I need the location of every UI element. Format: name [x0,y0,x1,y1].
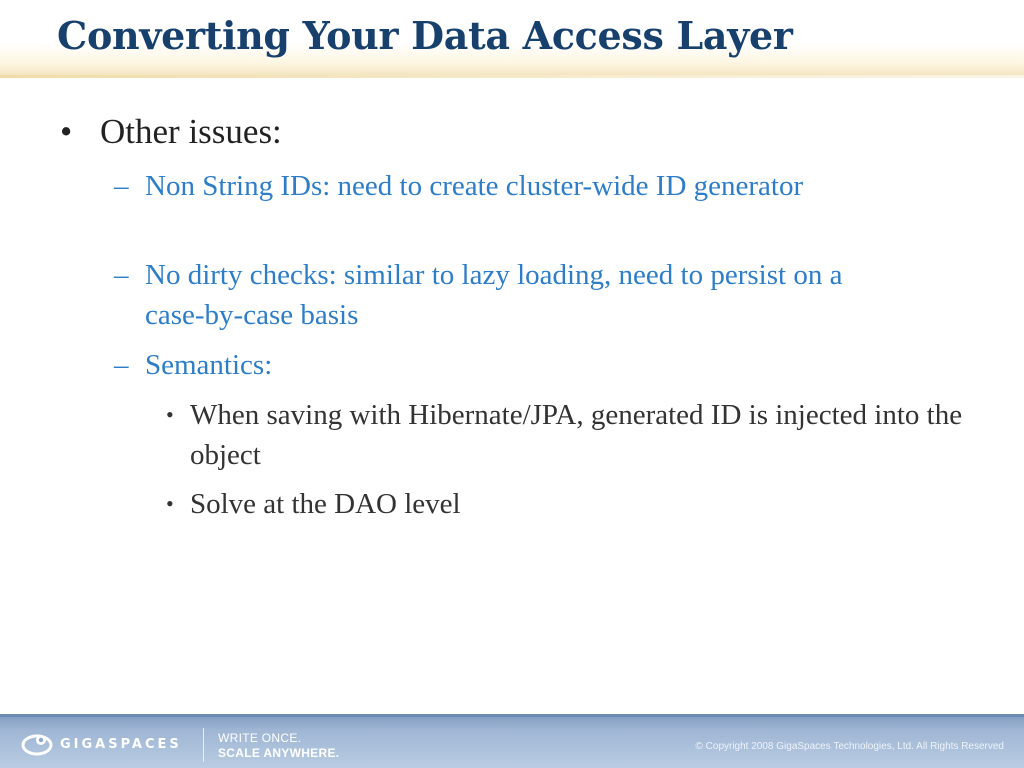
bullet-marker: • [166,402,174,427]
dash-marker: – [114,259,129,291]
sub-sub-bullet-hibernate [166,395,966,475]
bullet-text: Other issues: [100,112,282,151]
tagline-line-1: WRITE ONCE. [218,731,302,745]
footer-band [0,714,1024,768]
gigaspaces-logo-icon [20,731,54,757]
footer-divider [203,728,204,762]
copyright-notice: © Copyright 2008 GigaSpaces Technologies, Ltd. All Rights Reserved [695,741,1004,752]
slide-title: Converting Your Data Access Layer [57,13,793,58]
sub-bullet-no-dirty-checks [114,255,894,335]
sub-bullet-text: Non String IDs: need to create cluster-wide ID generator [145,170,804,202]
dash-marker: – [114,349,129,381]
dash-marker: – [114,170,129,202]
sub-bullet-non-string-ids [114,166,894,206]
sub-bullet-semantics [114,345,894,385]
bullet-marker: • [60,112,73,151]
sub-sub-bullet-text: Solve at the DAO level [190,488,461,520]
sub-bullet-text: Semantics: [145,349,273,381]
bullet-marker: • [166,491,174,516]
sub-bullet-text: No dirty checks: similar to lazy loading, need to persist on a case-by-case basis [145,259,843,331]
tagline-line-2: SCALE ANYWHERE. [218,746,340,760]
sub-sub-bullet-dao-level [166,484,966,524]
brand-name: GIGASPACES [60,737,182,752]
sub-sub-bullet-text: When saving with Hibernate/JPA, generated ID is injected into the object [190,399,963,471]
